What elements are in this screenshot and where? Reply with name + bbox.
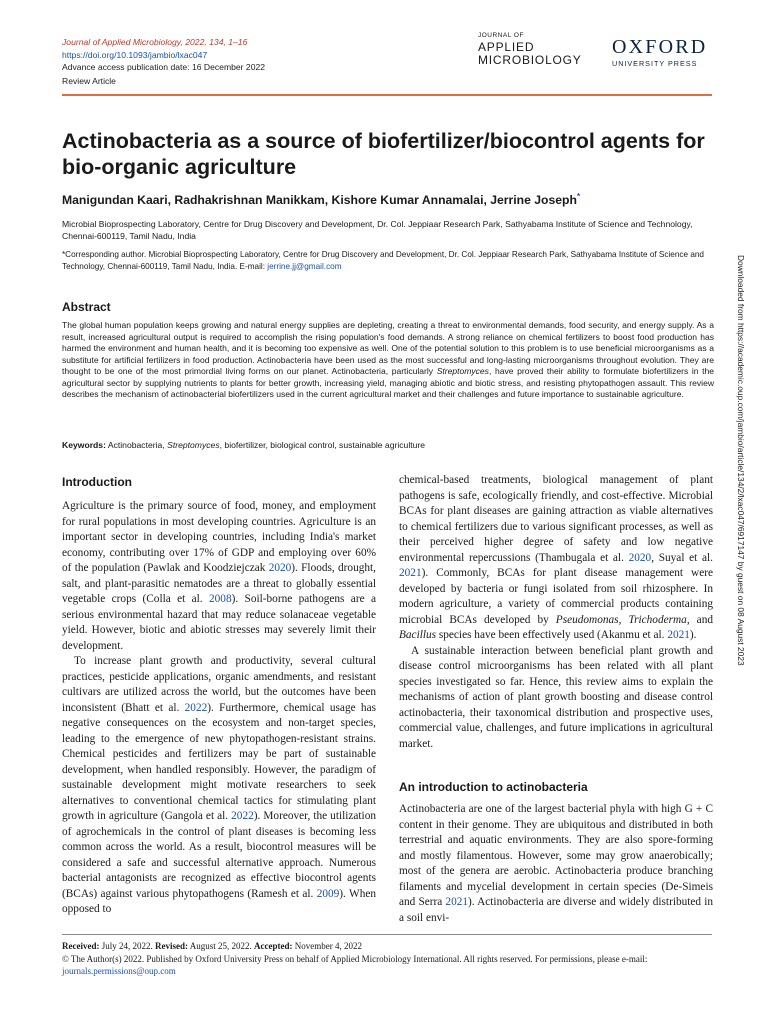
copyright-text: © The Author(s) 2022. Published by Oxford University Press on behalf of Applied Microbiology International. All rights reserved. For permissions, please e-mail: <box>62 953 648 964</box>
intro-p1-text-2: ). Floods, drought, salt, and plant-parasitic nematodes are a threat to globally essential vegetable crops (Colla et al. <box>62 562 376 605</box>
journal-citation: Journal of Applied Microbiology, 2022, 134, 1–16 <box>62 37 248 47</box>
intro-p2-text-2: ). Furthermore, chemical usage has negative consequences on the ecosystem and non-target species, leading to the emergence of new phytopathogen-resistant strains. Chemical pesticides and fertilizers may be part of sustainable development, when handled responsibly. However, the paradigm of sustainable development might motivate researchers to seek alternatives to conventional chemical tactics for stimulating plant growth in agriculture (Gangola et al. <box>62 701 376 822</box>
download-watermark: Downloaded from https://academic.oup.com/jambio/article/134/2/lxac047/6917147 by guest on 08 August 2023 <box>736 255 746 666</box>
abstract-part-2: , have proved their ability to formulate biofertilizers in the agricultural sector by supplying nutrients to plants for better growth, increasing yield, managing abiotic and biotic stress, and resisting phytopathogen assault. This review describes the mechanism of actinobacterial biofertilizers used in the current agricultural market and their challenges and future importance to sustainable agriculture. <box>62 366 715 400</box>
citation-link[interactable]: 2020 <box>628 551 652 564</box>
keywords-b: , biofertilizer, biological control, sustainable agriculture <box>219 440 426 450</box>
left-column <box>62 499 376 918</box>
intro-p1-text-1: Agriculture is the primary source of food, money, and employment for rural populations in most developing countries. Agriculture is an important sector in developing countries, including India's market economy, contributing over 17% of GDP and employing over 60% of the population (Pawlak and Koodziejczak <box>62 500 376 574</box>
article-title: Actinobacteria as a source of biofertilizer/biocontrol agents for bio-organic agriculture <box>62 129 705 180</box>
genus-name: Pseudomonas <box>555 613 619 626</box>
revised-label: Revised: <box>155 941 188 951</box>
keywords-a: Actinobacteria, <box>105 440 168 450</box>
intro-p3-text-4: species have been effectively used (Akanmu et al. <box>436 629 668 641</box>
permissions-email[interactable]: journals.permissions@oup.com <box>62 966 176 976</box>
intro-paragraph-3 <box>399 473 713 644</box>
citation-link[interactable]: 2020 <box>268 562 292 574</box>
genus-name: Trichoderma <box>628 613 687 626</box>
oxford-logo-wordmark: OXFORD <box>612 36 708 58</box>
author-list <box>62 192 580 207</box>
separator: , <box>618 613 629 626</box>
keywords-label: Keywords: <box>62 440 106 450</box>
intro-paragraph-2 <box>62 654 376 918</box>
abstract-part-1: The global human population keeps growing and natural energy supplies are depleting, creating a threat to environmental demands, food security, and energy supply. As a result, increased agricultural output is required to accomplish the rising population's food demands. A strong reliance on chemical fertilizers to boost food production has harmed the environment and human health, and it is becoming too expensive as well. One of the potential solution to this problem is to use beneficial microorganisms as a substitute for artificial fertilizers in food production. Actinobacteria have been used as the most successful and long-lasting microorganisms throughout evolution. They are thought to be one of the most primordial living forms on our planet. Actinobacteria, particularly <box>62 320 714 377</box>
right-column-bottom <box>399 802 713 926</box>
intro-p2-text-3: ). Moreover, the utilization of agrochemicals in the control of plant diseases is becoming less common across the world. As a result, biocontrol measures will be considered a safe and successful alternative approach. Numerous bacterial antagonists are recognized as effective biocontrol agents (BCAs) against various phytopathogens (Ramesh et al. <box>62 810 376 900</box>
citation-link[interactable]: 2021 <box>667 629 690 641</box>
affiliation: Microbial Bioprospecting Laboratory, Centre for Drug Discovery and Development, Dr. Col. Jeppiaar Research Park, Sathyabama Institute of Science and Technology, Chennai-600119, Tamil Nadu, India <box>62 219 693 242</box>
abstract-italic: Streptomyces <box>436 366 489 377</box>
introduction-heading: Introduction <box>62 475 132 489</box>
journal-logo <box>478 33 582 66</box>
actino-p1-text-1: Actinobacteria are one of the largest bacterial phyla with high G + C content in their genome. They are ubiquitous and distributed in both terrestrial and aquatic environments. They are also spore-forming and mostly filamentous. However, some may grow anaerobically; most of the genera are aerobic. Actinobacteria produce branching filaments and mycelial development in certain species (De-Simeis and Serra <box>399 803 713 908</box>
accepted-date: November 4, 2022 <box>292 941 362 951</box>
oxford-logo-subtitle: UNIVERSITY PRESS <box>612 59 698 68</box>
intro-p3-text-5: ). <box>689 629 697 641</box>
journal-logo-of: JOURNAL OF <box>478 32 524 39</box>
doi-link[interactable]: https://doi.org/10.1093/jambio/lxac047 <box>62 50 208 60</box>
actino-paragraph-1 <box>399 802 713 926</box>
citation-link[interactable]: 2009 <box>316 887 340 900</box>
intro-p2-text-1: To increase plant growth and productivity, several cultural practices, pesticide applications, organic amendments, and resistant cultivars are utilized across the world, but the outcomes have been inconsistent (Bhatt et al. <box>62 655 376 714</box>
citation-link[interactable]: 2021 <box>445 896 469 908</box>
intro-p3-text-1: chemical-based treatments, biological management of plant pathogens is safe, ecologically friendly, and cost-effective. Microbial BCAs for plant diseases are gaining attraction as viable alternatives to chemical fertilizers due to various significant processes, as well as their perceived higher degree of safety and low negative environmental repercussions (Thambugala et al. <box>399 474 713 564</box>
footnote-divider <box>62 934 712 935</box>
advance-access-date: Advance access publication date: 16 December 2022 <box>62 62 266 72</box>
citation-link[interactable]: 2021 <box>399 567 422 579</box>
author-names: Manigundan Kaari, Radhakrishnan Manikkam, Kishore Kumar Annamalai, Jerrine Joseph <box>62 193 577 208</box>
header-divider <box>62 94 712 96</box>
abstract-heading: Abstract <box>62 300 111 314</box>
citation-link[interactable]: 2022 <box>231 810 254 822</box>
intro-p2-text-4: ). When opposed to <box>62 887 377 915</box>
genus-name: Bacillus <box>399 629 437 641</box>
citation-link[interactable]: 2008 <box>209 593 232 605</box>
intro-paragraph-1 <box>62 499 376 654</box>
intro-p1-text-3: ). Soil-borne pathogens are a serious environmental hazard that may reduce solanaceae vegetable yield. However, biotic and abiotic stresses may severely limit their development. <box>62 593 376 652</box>
citation-link[interactable]: 2022 <box>184 701 208 714</box>
correspondence <box>62 249 712 273</box>
received-label: Received: <box>62 941 100 951</box>
dates-line <box>62 940 714 953</box>
received-date: July 24, 2022. <box>99 941 155 951</box>
correspondence-text: *Corresponding author. Microbial Bioprospecting Laboratory, Centre for Drug Discovery and Development, Dr. Col. Jeppiaar Research Park, Sathyabama Institute of Science and Technology, Chennai-600119, Tamil Nadu, India. E-mail: <box>62 250 704 271</box>
intro-p3-text-2: , Suyal et al. <box>651 551 713 564</box>
accepted-label: Accepted: <box>254 941 293 951</box>
article-type: Review Article <box>62 76 116 86</box>
footnote <box>62 940 714 978</box>
actinobacteria-heading: An introduction to actinobacteria <box>399 780 588 794</box>
actino-p1-text-2: ). Actinobacteria are diverse and widely distributed in a soil envi- <box>399 896 713 924</box>
revised-date: August 25, 2022. <box>188 941 255 951</box>
journal-logo-microbiology: MICROBIOLOGY <box>478 52 582 67</box>
corresponding-mark: * <box>576 192 581 201</box>
separator: , and <box>686 613 713 626</box>
journal-logo-applied: APPLIED <box>478 39 535 54</box>
intro-paragraph-4: A sustainable interaction between beneficial plant growth and disease control microorganisms has been related with all plant species investigated so far. Hence, this review aims to explain the mechanisms of action of plant growth boosting and disease control actinobacteria, their taxonomical distribution and prospective uses, commercial value, challenges, and future implications in agricultural market. <box>399 644 713 750</box>
copyright-line <box>62 953 714 978</box>
keywords-italic: Streptomyces <box>167 440 220 450</box>
abstract-text <box>62 320 714 401</box>
right-column-top <box>399 473 713 752</box>
oxford-logo <box>612 37 707 67</box>
keywords <box>62 440 425 450</box>
intro-p3-text-3: ). Commonly, BCAs for plant disease management were developed by bacteria or fungi isolated from soil rhizosphere. In modern agriculture, a variety of commercial products containing microbial BCAs developed by <box>399 567 713 626</box>
correspondence-email[interactable]: jerrine.jj@gmail.com <box>267 261 342 271</box>
